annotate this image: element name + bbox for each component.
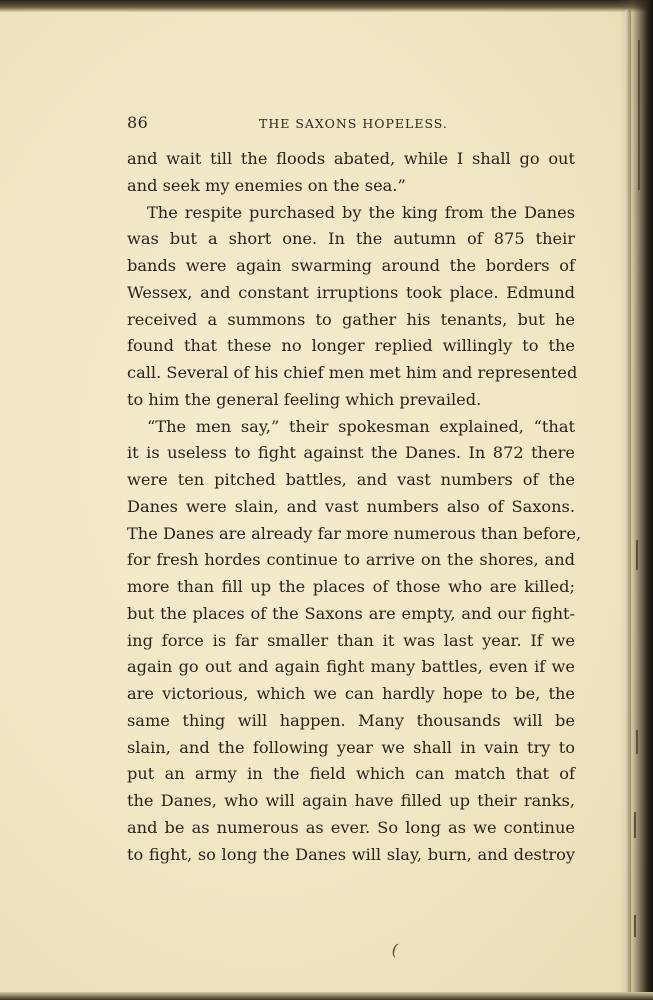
stray-ink-mark: ( bbox=[389, 939, 401, 960]
text-line: to fight, so long the Danes will slay, burn, and destroy bbox=[127, 844, 575, 864]
page-bottom-edge bbox=[0, 992, 653, 1000]
text-line: was but a short one. In the autumn of 875 their bbox=[127, 229, 575, 249]
running-head bbox=[127, 113, 575, 135]
text-line: more than fill up the places of those who are killed; bbox=[127, 577, 575, 596]
text-line: Danes were slain, and vast numbers also of Saxons. bbox=[127, 496, 575, 516]
text-line: same thing will happen. Many thousands will be bbox=[127, 710, 575, 730]
text-line: The respite purchased by the king from the Danes bbox=[147, 202, 575, 222]
text-line: the Danes, who will again have filled up their ranks, bbox=[127, 791, 575, 810]
text-line: slain, and the following year we shall in vain try to bbox=[127, 737, 575, 757]
text-line: it is useless to fight against the Danes. In 872 there bbox=[127, 443, 575, 463]
text-line: ing force is far smaller than it was last year. If we bbox=[127, 630, 575, 650]
body-text bbox=[127, 146, 582, 868]
text-line: again go out and again fight many battles, even if we bbox=[127, 657, 575, 677]
text-line: put an army in the field which can match that of bbox=[127, 764, 575, 784]
text-line: for fresh hordes continue to arrive on the shores, and bbox=[127, 550, 575, 570]
text-line: The Danes are already far more numerous than before, bbox=[127, 523, 582, 543]
text-line: were ten pitched battles, and vast numbers of the bbox=[127, 470, 575, 489]
margin-mark bbox=[638, 40, 640, 190]
text-line: received a summons to gather his tenants, but he bbox=[127, 309, 575, 329]
page-top-edge bbox=[0, 0, 653, 12]
running-title: THE SAXONS HOPELESS. bbox=[259, 116, 448, 131]
text-line: “The men say,” their spokesman explained, “that bbox=[147, 416, 575, 436]
text-line: call. Several of his chief men met him and represented bbox=[127, 363, 578, 382]
text-line: and be as numerous as ever. So long as we continue bbox=[127, 817, 575, 837]
text-line: are victorious, which we can hardly hope to be, the bbox=[127, 684, 575, 703]
text-line: but the places of the Saxons are empty, and our fight- bbox=[127, 603, 575, 623]
text-line: bands were again swarming around the borders of bbox=[127, 256, 575, 275]
text-line: and seek my enemies on the sea.” bbox=[127, 175, 406, 195]
page-right-edge bbox=[619, 0, 653, 1000]
text-line: to him the general feeling which prevailed. bbox=[127, 389, 482, 409]
margin-mark bbox=[636, 540, 638, 570]
text-line: Wessex, and constant irruptions took place. Edmund bbox=[127, 282, 575, 302]
page-number: 86 bbox=[127, 113, 149, 132]
margin-mark bbox=[636, 730, 638, 754]
text-line: and wait till the floods abated, while I shall go out bbox=[127, 149, 575, 168]
margin-mark bbox=[634, 812, 636, 838]
margin-mark bbox=[634, 915, 636, 937]
text-line: found that these no longer replied willingly to the bbox=[127, 336, 575, 356]
